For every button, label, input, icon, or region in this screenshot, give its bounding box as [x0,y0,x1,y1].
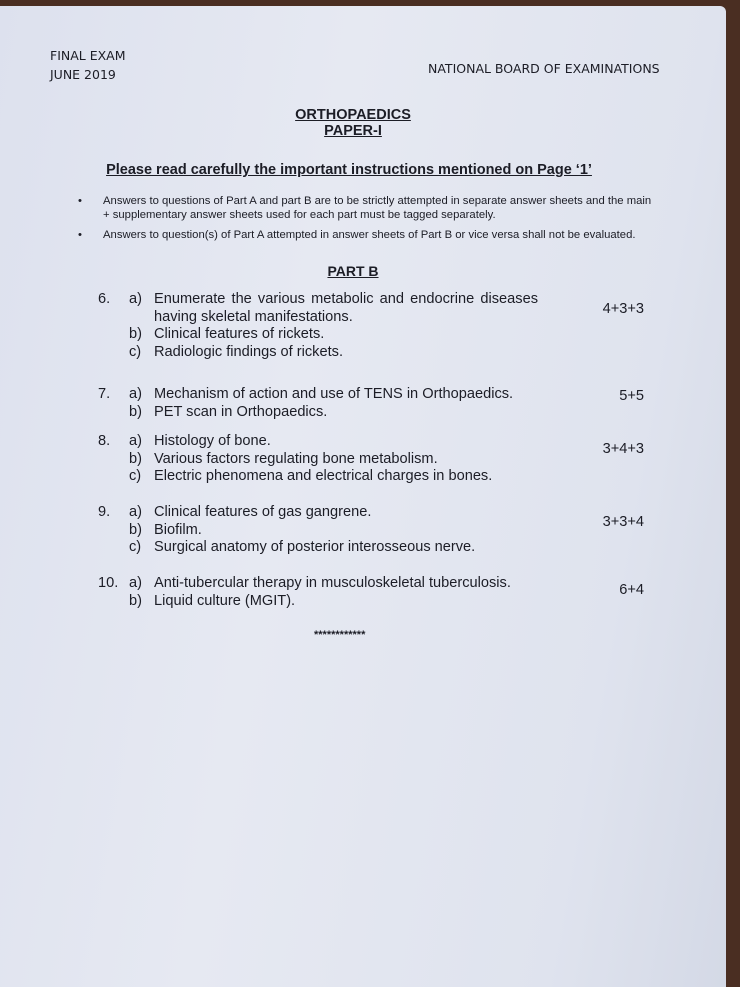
part-letter: a) [129,575,142,591]
part-letter: a) [129,433,142,449]
exam-name: FINAL EXAM [50,48,126,63]
question-part [98,404,658,422]
part-text: Anti-tubercular therapy in musculoskeletal tuberculosis. [154,575,511,591]
question-9 [98,504,658,557]
part-letter: a) [129,504,142,520]
question-number: 9. [98,504,111,520]
question-marks: 4+3+3 [602,301,644,317]
part-letter: b) [129,403,142,420]
question-number: 8. [98,433,111,449]
part-text: Various factors regulating bone metabolism. [154,450,438,467]
part-text: Histology of bone. [154,433,271,449]
part-letter: b) [129,521,142,538]
part-letter: a) [129,386,142,402]
part-text: Electric phenomena and electrical charges in bones. [154,468,493,484]
question-part [98,575,658,593]
part-letter: c) [129,343,142,360]
part-text: Radiologic findings of rickets. [154,343,343,360]
instruction-bullet: • Answers to question(s) of Part A attempted in answer sheets of Part B or vice versa shall not be evaluated. [78,229,636,241]
question-marks: 5+5 [619,388,644,404]
part-text: Mechanism of action and use of TENS in Orthopaedics. [154,386,514,402]
part-heading: PART B [327,263,379,279]
question-number: 7. [98,386,111,402]
question-part [98,291,538,326]
paper-title: PAPER-I [324,123,382,139]
instruction-bullet: • Answers to questions of Part A and part B are to be strictly attempted in separate answer sheets and the main + supplementary answer sheets used for each part must be tagged separately. [78,195,652,221]
part-text: PET scan in Orthopaedics. [154,403,328,420]
question-10 [98,575,658,610]
subject-title: ORTHOPAEDICS [295,107,411,123]
question-number: 6. [98,291,111,307]
question-part [98,504,658,522]
part-text: Surgical anatomy of posterior interosseous nerve. [154,539,476,555]
part-letter: b) [129,592,142,609]
question-part [98,451,658,469]
question-number: 10. [98,575,119,591]
question-part [98,468,658,486]
part-text: Clinical features of gas gangrene. [154,504,372,520]
exam-paper [0,6,726,987]
question-marks: 3+4+3 [602,441,644,457]
part-letter: a) [129,291,142,307]
part-text: Biofilm. [154,521,202,538]
part-letter: c) [129,539,142,555]
exam-label [50,46,126,84]
part-letter: b) [129,450,142,467]
question-7 [98,386,658,421]
question-part [98,344,658,362]
question-part [98,326,658,344]
question-marks: 6+4 [619,582,644,598]
part-letter: c) [129,468,142,484]
end-mark: ************ [314,629,366,641]
question-part [98,539,658,557]
part-text: Clinical features of rickets. [154,326,325,342]
question-part [98,433,658,451]
question-part [98,593,658,611]
question-part [98,386,658,404]
part-text: Liquid culture (MGIT). [154,592,296,609]
instruction-heading: Please read carefully the important instructions mentioned on Page ‘1’ [106,162,592,178]
question-part [98,522,658,540]
exam-date: JUNE 2019 [50,67,116,82]
question-8 [98,433,658,486]
question-marks: 3+3+4 [602,514,644,530]
question-6 [98,291,658,361]
part-text: Enumerate the various metabolic and endocrine diseases having skeletal manifestations. [154,291,538,325]
part-letter: b) [129,326,142,342]
board-name: NATIONAL BOARD OF EXAMINATIONS [428,61,660,76]
